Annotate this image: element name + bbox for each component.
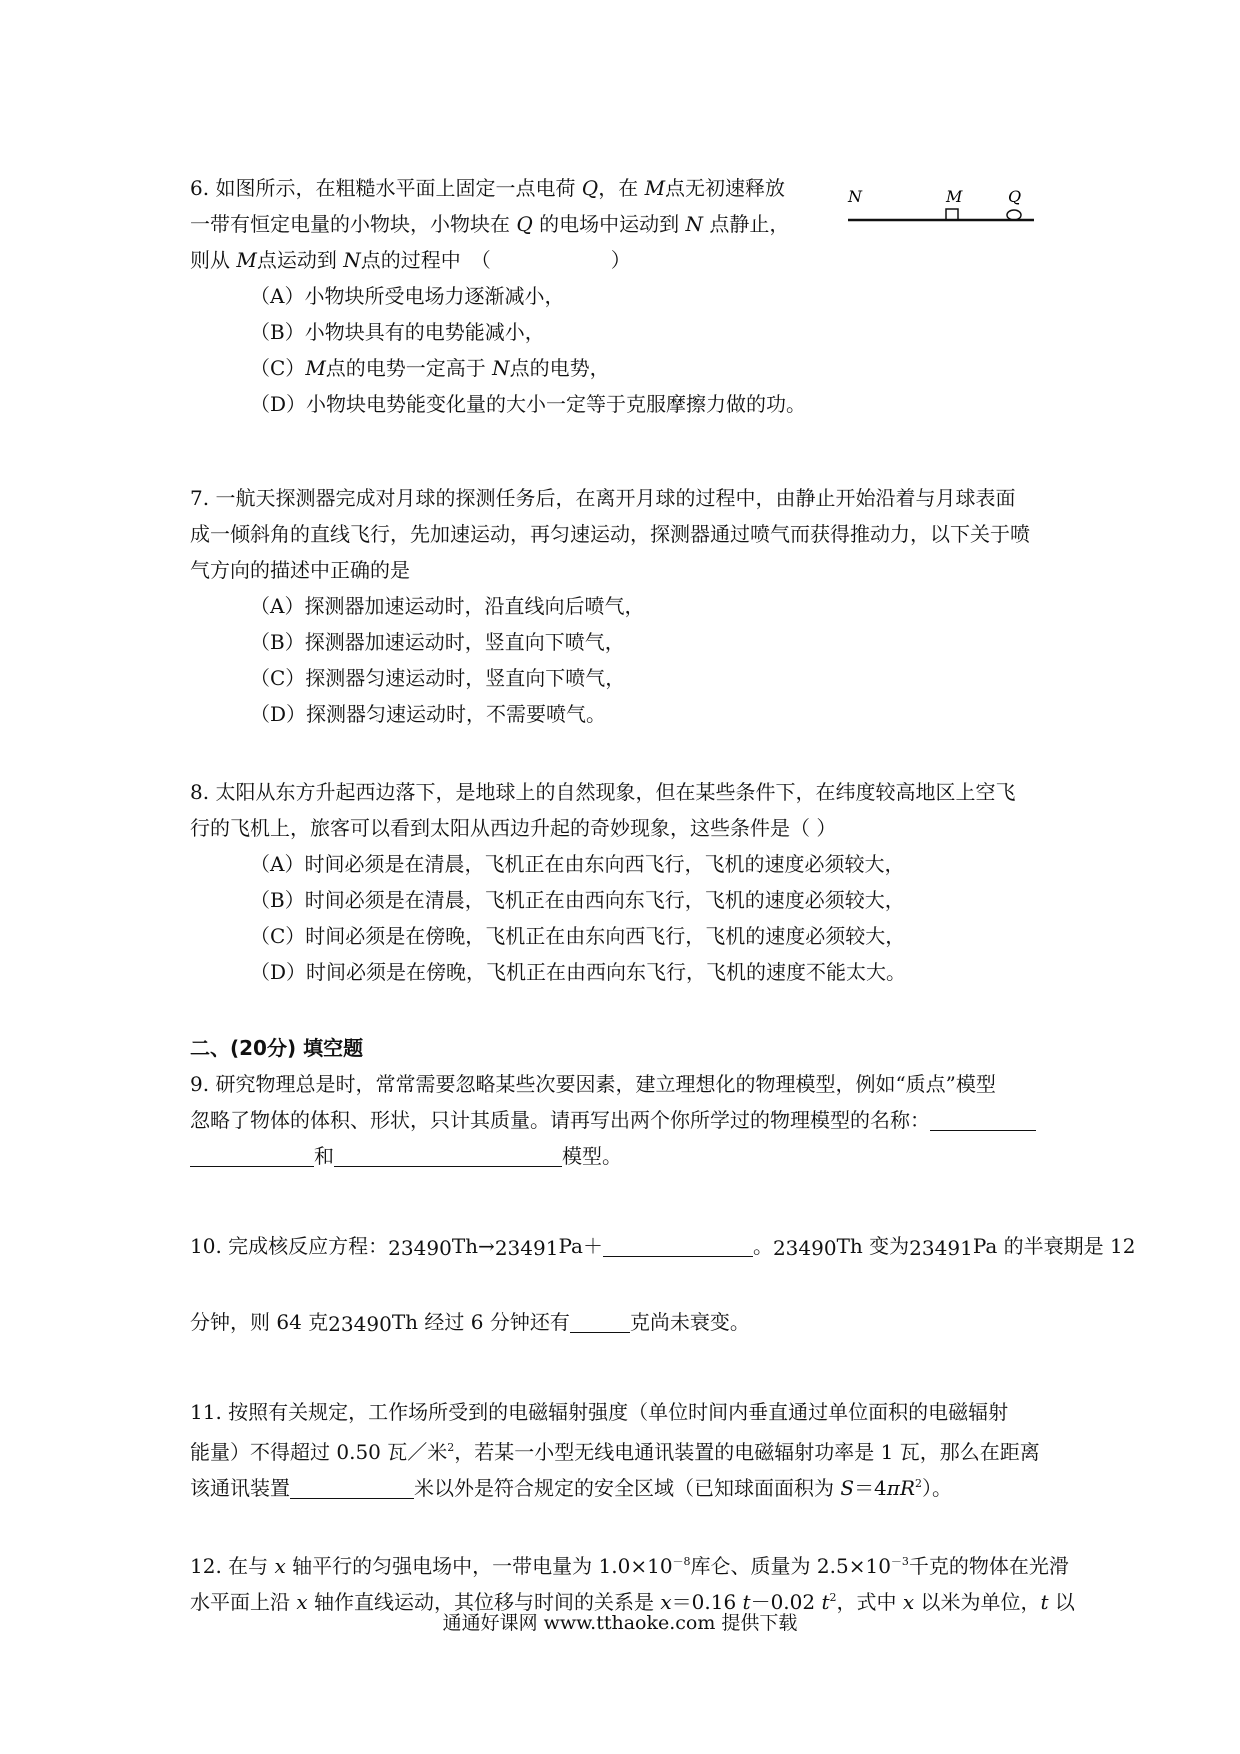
q7-option-c: （C）探测器匀速运动时，竖直向下喷气， [250, 666, 626, 690]
q8-option-a: （A）时间必须是在清晨，飞机正在由东向西飞行，飞机的速度必须较大， [250, 852, 905, 876]
q10-line-2: 分钟，则 64 克23490Th 经过 6 分钟还有 克尚未衰变。 [190, 1292, 750, 1354]
q9-blank-2[interactable] [334, 1144, 562, 1167]
q11-line-1: 11. 按照有关规定，工作场所受到的电磁辐射强度（单位时间内垂直通过单位面积的电磁辐射 [190, 1400, 1009, 1424]
q9-line-3: 和 模型。 [190, 1138, 622, 1174]
q8-option-b: （B）时间必须是在清晨，飞机正在由西向东飞行，飞机的速度必须较大， [250, 888, 905, 912]
q9-blank-1a[interactable] [930, 1108, 1036, 1131]
q12-line-2: 水平面上沿 x 轴作直线运动，其位移与时间的关系是 x＝0.16 t－0.02 $t^2$，式中 x 以米为单位，t 以 [190, 1590, 1075, 1614]
q6-line-2: 一带有恒定电量的小物块，小物块在 Q 的电场中运动到 N 点静止， [190, 212, 790, 236]
q6-option-d: （D）小物块电势能变化量的大小一定等于克服摩擦力做的功。 [250, 392, 807, 416]
nuclide-th-2: 23490 [772, 1235, 837, 1260]
q11-line-2: 能量）不得超过 0.50 瓦／米$^2$，若某一小型无线电通讯装置的电磁辐射功率是 1 瓦，那么在距离 [190, 1440, 1040, 1464]
q8-line-2: 行的飞机上，旅客可以看到太阳从西边升起的奇妙现象，这些条件是（ ） [190, 816, 837, 840]
q9-blank-1b[interactable] [190, 1144, 314, 1167]
q7-option-b: （B）探测器加速运动时，竖直向下喷气， [250, 630, 625, 654]
nuclide-th-1: 23490 [388, 1235, 452, 1260]
q8-option-c: （C）时间必须是在傍晚，飞机正在由东向西飞行，飞机的速度必须较大， [250, 924, 906, 948]
q8-line-1: 8. 太阳从东方升起西边落下，是地球上的自然现象，但在某些条件下，在纬度较高地区上空飞 [190, 780, 1016, 804]
q10-blank-mass[interactable] [570, 1310, 630, 1333]
q10-blank-product[interactable] [603, 1234, 753, 1257]
q11-blank-distance[interactable] [290, 1476, 414, 1499]
q7-line-2: 成一倾斜角的直线飞行，先加速运动，再匀速运动，探测器通过喷气而获得推动力，以下关于喷 [190, 522, 1030, 546]
diagram-charge-q [1007, 210, 1021, 220]
diagram-block-m [946, 209, 958, 220]
page-footer: 通通好课网 www.tthaoke.com 提供下载 [442, 1612, 798, 1634]
nuclide-th-3: 23490 [328, 1311, 392, 1336]
section-heading: 二、(20分) 填空题 [190, 1036, 364, 1060]
diagram-label-m: M [946, 187, 963, 206]
q12-line-1: 12. 在与 x 轴平行的匀强电场中，一带电量为 $1.0\times 10^{-8}$库仑、质量为 $2.5\times 10^{-3}$千克的物体在光滑 [190, 1554, 1069, 1578]
q8-option-d: （D）时间必须是在傍晚，飞机正在由西向东飞行，飞机的速度不能太大。 [250, 960, 907, 984]
q7-option-d: （D）探测器匀速运动时，不需要喷气。 [250, 702, 607, 726]
q9-line-2: 忽略了物体的体积、形状，只计其质量。请再写出两个你所学过的物理模型的名称： [190, 1102, 1036, 1138]
q6-line-3: 则从 M点运动到 N点的过程中 （ ） [190, 248, 631, 272]
q6-option-b: （B）小物块具有的电势能减小， [250, 320, 545, 344]
nuclide-pa-2: 23491 [909, 1235, 973, 1260]
q10-line-1: 10. 完成核反应方程：23490Th→23491Pa＋ 。23490Th 变为23491Pa 的半衰期是 12 [190, 1216, 1135, 1278]
q6-diagram [840, 182, 1040, 232]
diagram-label-q: Q [1008, 187, 1022, 206]
q9-line-1: 9. 研究物理总是时，常常需要忽略某些次要因素，建立理想化的物理模型，例如“质点”模型 [190, 1072, 996, 1096]
q7-line-1: 7. 一航天探测器完成对月球的探测任务后，在离开月球的过程中，由静止开始沿着与月球表面 [190, 486, 1016, 510]
q11-line-3: 该通讯装置 米以外是符合规定的安全区域（已知球面面积为 $S=4\pi R^2$）。 [190, 1476, 953, 1500]
diagram-label-n: N [848, 187, 862, 206]
q6-line-1: 6. 如图所示，在粗糙水平面上固定一点电荷 Q，在 M点无初速释放 [190, 176, 786, 200]
q7-option-a: （A）探测器加速运动时，沿直线向后喷气， [250, 594, 645, 618]
q6-option-c: （C）M点的电势一定高于 N点的电势， [250, 356, 610, 380]
q7-line-3: 气方向的描述中正确的是 [190, 558, 410, 582]
q6-option-a: （A）小物块所受电场力逐渐减小， [250, 284, 565, 308]
nuclide-pa-1: 23491 [494, 1235, 559, 1260]
